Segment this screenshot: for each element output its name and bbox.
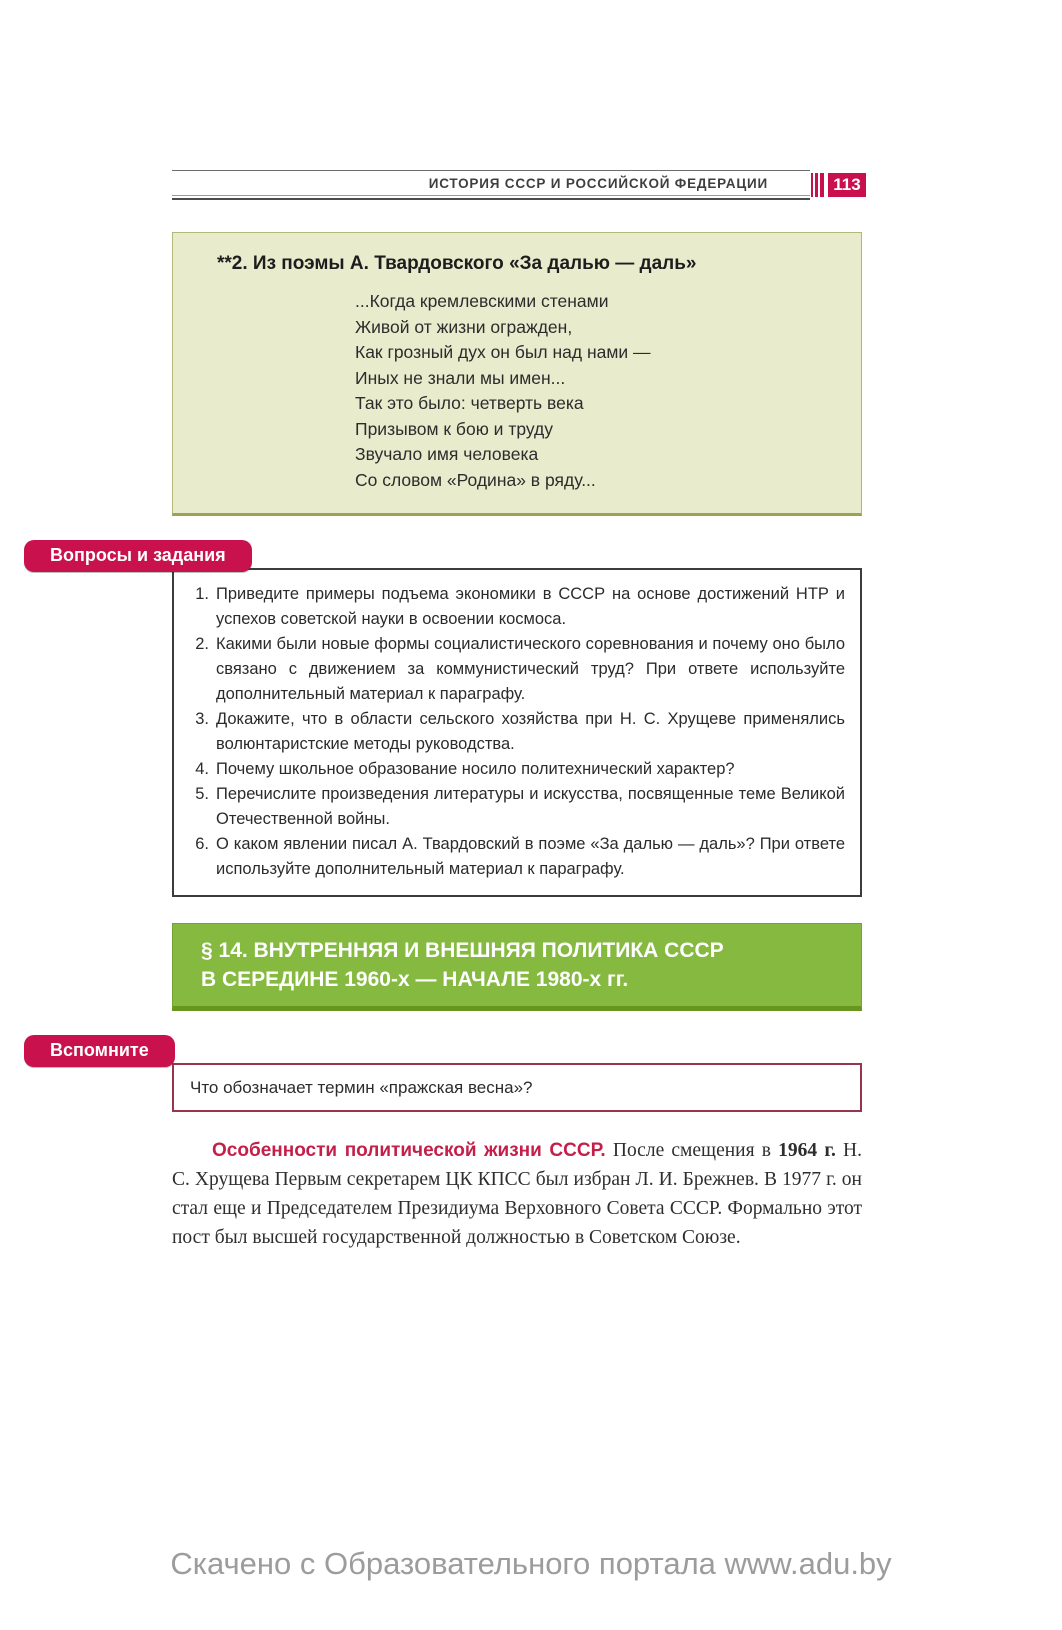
header-rules	[172, 170, 810, 200]
poem-title: **2. Из поэмы А. Твардовского «За далью — даль»	[217, 253, 697, 274]
poem-line: Живой от жизни огражден,	[355, 316, 573, 337]
question-item	[187, 582, 845, 632]
page-number-group	[811, 173, 866, 197]
header-row	[172, 171, 810, 195]
footer-watermark: Скачено с Образовательного портала www.adu.by	[170, 1546, 892, 1581]
question-text: О каком явлении писал А. Твардовский в поэме «За далью — даль»? При ответе используйте дополнительный материал к параграфу.	[216, 835, 845, 878]
body-paragraph	[172, 1136, 862, 1252]
question-item	[187, 782, 845, 832]
poem-line: Иных не знали мы имен...	[355, 367, 566, 388]
section-heading-line2: В СЕРЕДИНЕ 1960-х — НАЧАЛЕ 1980-х гг.	[201, 968, 629, 991]
recall-question: Что обозначает термин «пражская весна»?	[190, 1078, 533, 1097]
page-header	[172, 170, 866, 200]
poem-line: Так это было: четверть века	[355, 393, 584, 413]
paragraph-bold-year: 1964 г.	[778, 1140, 836, 1161]
recall-box	[172, 1063, 862, 1112]
paragraph-lead: Особенности политической жизни СССР.	[212, 1140, 606, 1161]
question-number: 4.	[195, 760, 209, 778]
page-number-stripe	[820, 173, 824, 197]
question-item	[187, 707, 845, 757]
question-text: Какими были новые формы социалистического соревнования и почему оно было связано с движением за коммунистический труд? При ответе используйте дополнительный материал к параграфу.	[216, 635, 845, 703]
paragraph-text: После смещения в	[605, 1140, 779, 1161]
poem-line: Призывом к бою и труду	[355, 418, 553, 439]
section-heading-line1: § 14. ВНУТРЕННЯЯ И ВНЕШНЯЯ ПОЛИТИКА СССР	[201, 939, 724, 962]
question-number: 3.	[195, 710, 209, 728]
question-number: 2.	[195, 635, 209, 653]
question-text: Почему школьное образование носило политехнический характер?	[216, 760, 735, 778]
question-text: Перечислите произведения литературы и искусства, посвященные теме Великой Отечественной войны.	[216, 785, 845, 828]
question-number: 6.	[195, 835, 209, 853]
section-heading	[172, 923, 862, 1011]
questions-badge: Вопросы и задания	[24, 540, 252, 572]
questions-box	[172, 568, 862, 897]
poem-line: Со словом «Родина» в ряду...	[355, 469, 596, 490]
page-number-stripe	[811, 173, 813, 197]
question-text: Докажите, что в области сельского хозяйства при Н. С. Хрущеве применялись волюнтаристские методы руководства.	[216, 710, 845, 753]
paragraph-text: Н. С. Хрущева Первым секретарем ЦК КПСС был избран Л. И. Брежнев. В 1977 г. он стал еще и Председателем Президиума Верховного Совета СССР. Формально этот пост был высшей государственной должностью в Советском Союзе.	[172, 1140, 862, 1248]
poem-lines	[355, 289, 841, 493]
question-item	[187, 832, 845, 882]
header-rule-bottom	[172, 195, 810, 200]
running-title: ИСТОРИЯ СССР И РОССИЙСКОЙ ФЕДЕРАЦИИ	[428, 176, 768, 191]
poem-line: Звучало имя человека	[355, 444, 539, 464]
poem-line: ...Когда кремлевскими стенами	[355, 291, 609, 311]
question-item	[187, 757, 845, 782]
poem-excerpt-box	[172, 232, 862, 516]
recall-badge: Вспомните	[24, 1035, 175, 1067]
question-number: 5.	[195, 785, 209, 803]
page-number: 113	[828, 173, 866, 197]
question-text: Приведите примеры подъема экономики в СССР на основе достижений НТР и успехов советской науки в освоении космоса.	[216, 585, 845, 628]
poem-line: Как грозный дух он был над нами —	[355, 342, 651, 362]
question-item	[187, 632, 845, 707]
textbook-page	[0, 170, 1062, 1630]
page-number-stripe	[815, 173, 818, 197]
question-number: 1.	[195, 585, 209, 603]
